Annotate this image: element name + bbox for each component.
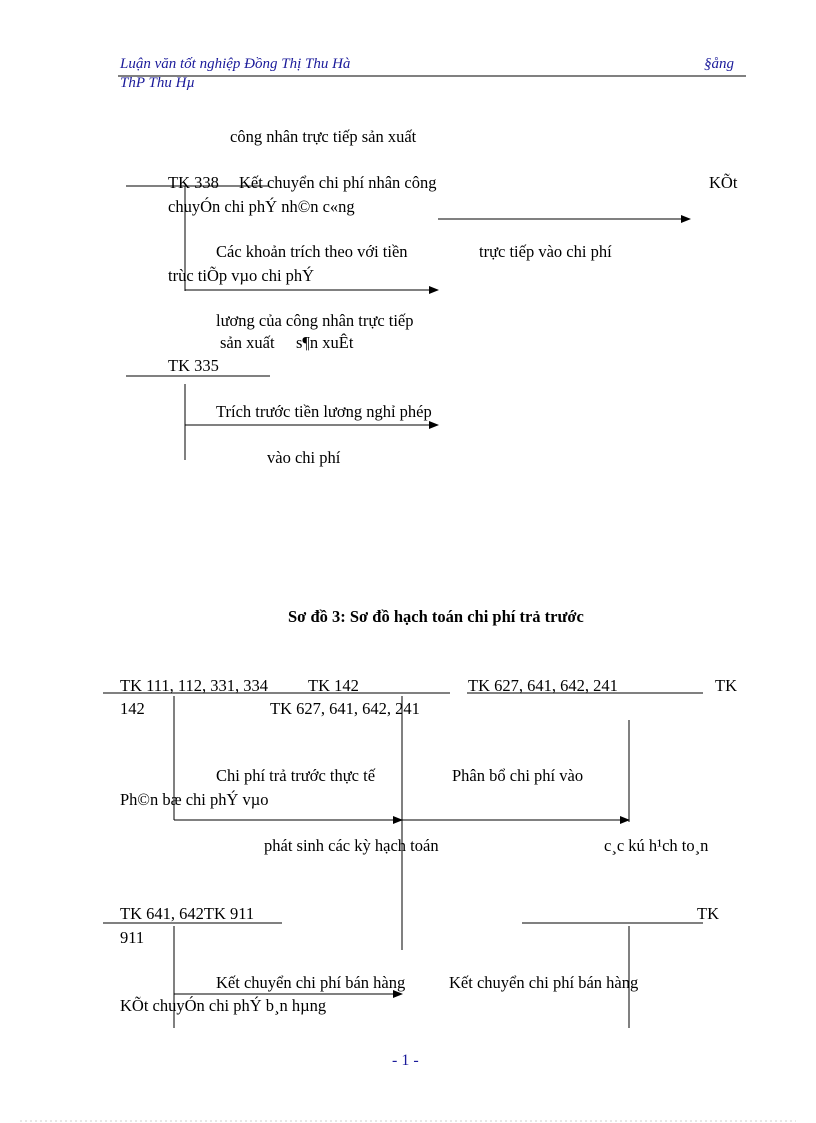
- d2-tk142: TK 142: [308, 676, 359, 695]
- d1-truc-tiep-vao: trực tiếp vào chi phí: [479, 242, 612, 261]
- header-left: Luận văn tốt nghiệp Đồng Thị Thu Hà: [120, 56, 351, 72]
- d2-chi-phi-tra-truoc: Chi phí trả trước thực tế: [216, 766, 376, 785]
- d2-tk-right2: TK: [697, 904, 719, 923]
- d2-num911: 911: [120, 928, 145, 947]
- d1-ket-chuyen: Kết chuyển chi phí nhân công: [239, 173, 437, 192]
- d1-trich-truoc: Trích trước tiền lương nghỉ phép: [216, 402, 432, 421]
- d2-num142: 142: [120, 699, 145, 718]
- header-right: §ång: [704, 56, 734, 72]
- d2-tk641-911: TK 641, 642TK 911: [120, 904, 255, 923]
- d2-cac-ky-garbled: c¸c kú h¹ch to¸n: [604, 836, 709, 855]
- header-line2: ThP Thu Hµ: [120, 75, 196, 91]
- d2-ket-chuyen-1: Kết chuyển chi phí bán hàng: [216, 973, 406, 992]
- d1-vao-chi-phi: vào chi phí: [267, 448, 341, 467]
- d1-top-label: công nhân trực tiếp sản xuất: [230, 127, 417, 146]
- d2-tk-right: TK: [715, 676, 737, 695]
- d2-phan-bo-garbled: Ph©n bæ chi phÝ vµo: [120, 790, 269, 809]
- d1-tk335: TK 335: [168, 356, 219, 375]
- d1-truc-tiep-garbled: trùc tiÕp vµo chi phÝ: [168, 266, 315, 285]
- d1-cac-khoan: Các khoản trích theo với tiền: [216, 242, 408, 261]
- d1-san-xuat: sản xuất: [220, 333, 275, 352]
- d2-ket-chuyen-2: Kết chuyển chi phí bán hàng: [449, 973, 639, 992]
- d1-luong-cua: lương của công nhân trực tiếp: [216, 311, 414, 330]
- d2-tk627-sub: TK 627, 641, 642, 241: [270, 699, 420, 718]
- d1-ket-garbled: chuyÓn chi phÝ nh©n c«ng: [168, 197, 355, 216]
- d1-ket-garbled-right: KÕt: [709, 173, 738, 192]
- d2-phat-sinh: phát sinh các kỳ hạch toán: [264, 836, 439, 855]
- d1-san-xuat-garbled: s¶n xuÊt: [296, 333, 354, 352]
- page-number: - 1 -: [392, 1052, 419, 1069]
- d2-phan-bo: Phân bổ chi phí vào: [452, 766, 584, 785]
- d2-title: Sơ đồ 3: Sơ đồ hạch toán chi phí trả trước: [288, 607, 584, 626]
- d2-tk627-top: TK 627, 641, 642, 241: [468, 676, 618, 695]
- d2-tk111: TK 111, 112, 331, 334: [120, 676, 269, 695]
- d2-ket-chuyen-garbled: KÕt chuyÓn chi phÝ b¸n hµng: [120, 996, 327, 1015]
- d1-tk338: TK 338: [168, 173, 219, 192]
